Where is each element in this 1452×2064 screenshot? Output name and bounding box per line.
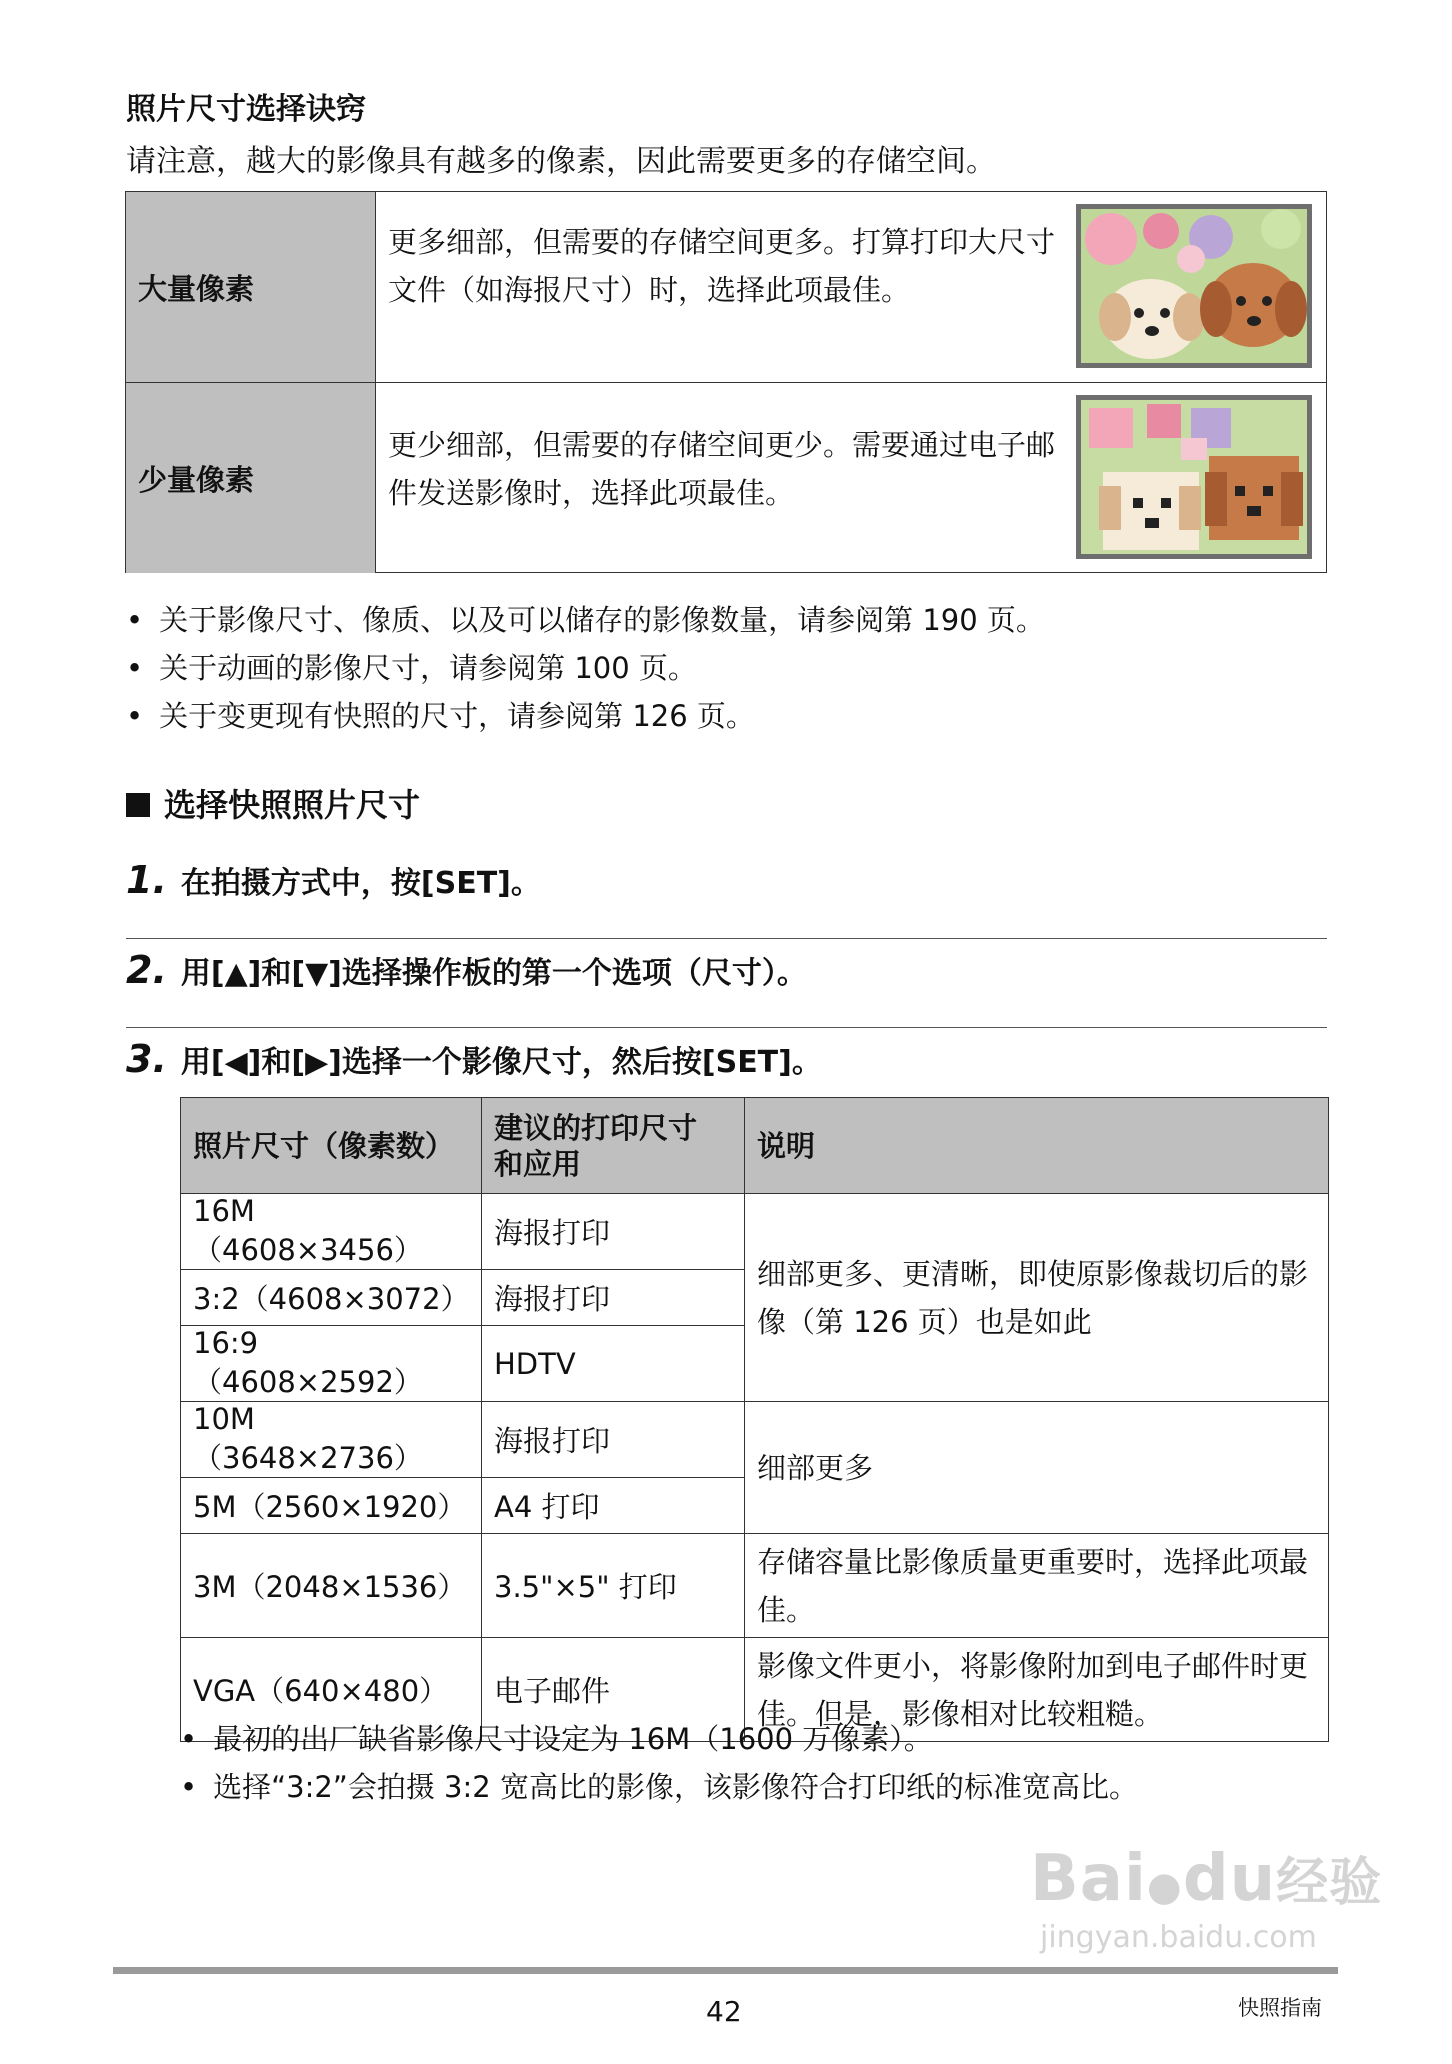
step-2 [126,948,807,992]
description-cell: 细部更多、更清晰，即使原影像裁切后的影像（第 126 页）也是如此 [745,1194,1329,1402]
size-cell: 16:9（4608×2592） [181,1326,482,1402]
use-cell: 电子邮件 [482,1638,745,1742]
table-header-row [181,1098,1329,1194]
step-number: 2. [126,948,167,992]
use-cell: A4 打印 [482,1478,745,1534]
heading: 照片尺寸选择诀窍 [126,92,366,127]
pixel-comparison-table [125,191,1327,573]
divider [126,1027,1327,1028]
description-cell: 细部更多 [745,1402,1329,1534]
bullet-item: • 关于影像尺寸、像质、以及可以储存的影像数量，请参阅第 190 页。 [126,596,1045,644]
notes [180,1715,1138,1811]
table-row [181,1402,1329,1478]
step-3 [126,1037,822,1081]
watermark-url: jingyan.baidu.com [1040,1920,1317,1955]
pixel-row-small [126,382,1326,573]
baidu-watermark [1030,1840,1382,1955]
divider [126,938,1327,939]
step-number: 3. [126,1037,167,1081]
watermark-product: 经验 [1276,1853,1383,1913]
footer-rule [113,1967,1338,1974]
header-use-text: 建议的打印尺寸和应用 [494,1110,698,1181]
header-use [482,1098,745,1194]
use-cell: 海报打印 [482,1194,745,1270]
puppies-photo-pixelated [1076,395,1312,559]
use-cell: HDTV [482,1326,745,1402]
paw-icon: ● [1146,1864,1183,1910]
note-item: • 选择“3:2”会拍摄 3:2 宽高比的影像，该影像符合打印纸的标准宽高比。 [180,1763,1138,1811]
pixel-row-description: 更少细部，但需要的存储空间更少。需要通过电子邮件发送影像时，选择此项最佳。 [388,428,1056,510]
section-title [126,780,420,826]
size-cell: 10M（3648×2736） [181,1402,482,1478]
header-description: 说明 [745,1098,1329,1194]
puppies-photo-sharp [1076,204,1312,368]
watermark-brand [1030,1840,1382,1916]
pixel-row-label: 大量像素 [126,192,376,382]
chapter-label: 快照指南 [1238,1996,1322,2020]
step-text: 用[◀]和[▶]选择一个影像尺寸，然后按[SET]。 [180,1045,822,1080]
size-cell: 3M（2048×1536） [181,1534,482,1638]
step-number: 1. [126,858,167,902]
page-number: 42 [706,1995,742,2028]
size-cell: 5M（2560×1920） [181,1478,482,1534]
section-title-text: 选择快照照片尺寸 [164,786,421,824]
step-text: 在拍摄方式中，按[SET]。 [180,866,541,901]
description-cell: 影像文件更小，将影像附加到电子邮件时更佳。但是，影像相对比较粗糙。 [745,1638,1329,1742]
bullet-item: • 关于变更现有快照的尺寸，请参阅第 126 页。 [126,692,1045,740]
size-cell: 16M（4608×3456） [181,1194,482,1270]
use-cell: 3.5"×5" 打印 [482,1534,745,1638]
watermark-brand-text: Bai [1030,1842,1147,1916]
bullet-item: • 关于动画的影像尺寸，请参阅第 100 页。 [126,644,1045,692]
square-bullet-icon [126,793,150,817]
reference-bullets [126,596,1045,740]
size-cell: 3:2（4608×3072） [181,1270,482,1326]
header-size: 照片尺寸（像素数） [181,1098,482,1194]
use-cell: 海报打印 [482,1402,745,1478]
pixel-row-large [126,192,1326,382]
pixel-row-description: 更多细部，但需要的存储空间更多。打算打印大尺寸文件（如海报尺寸）时，选择此项最佳。 [388,225,1056,307]
pixel-row-label: 少量像素 [126,383,376,573]
description-cell: 存储容量比影像质量更重要时，选择此项最佳。 [745,1534,1329,1638]
note-item: • 最初的出厂缺省影像尺寸设定为 16M（1600 万像素）。 [180,1715,1138,1763]
table-row [181,1534,1329,1638]
size-cell: VGA（640×480） [181,1638,482,1742]
use-cell: 海报打印 [482,1270,745,1326]
image-size-table [180,1097,1329,1742]
intro-text: 请注意，越大的影像具有越多的像素，因此需要更多的存储空间。 [126,144,996,179]
step-1 [126,858,541,902]
table-row [181,1194,1329,1270]
watermark-brand-text-2: du [1182,1842,1277,1916]
step-text: 用[▲]和[▼]选择操作板的第一个选项（尺寸）。 [180,956,807,991]
